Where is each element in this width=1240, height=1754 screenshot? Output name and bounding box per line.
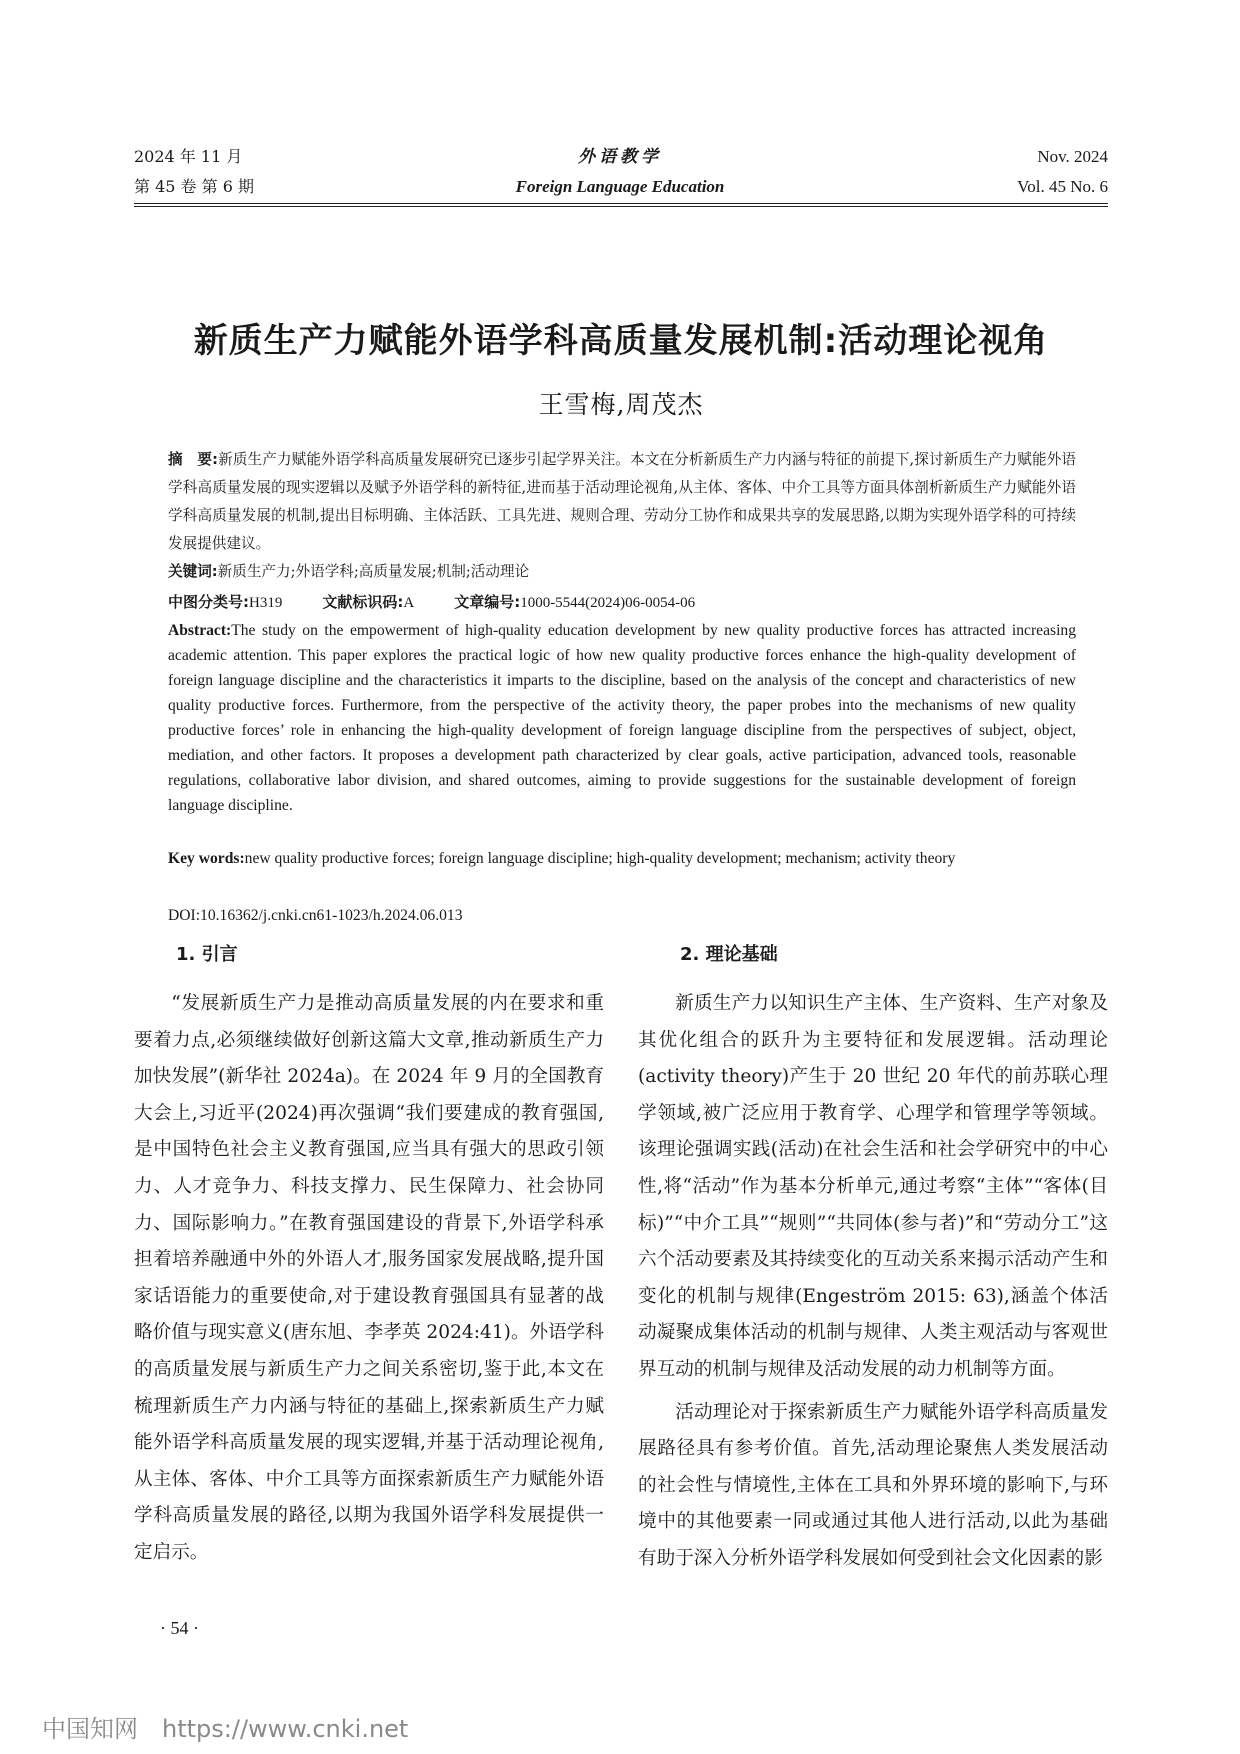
section-2-heading: 2. 理论基础 [680, 944, 778, 965]
header-rule-bottom [134, 206, 1108, 207]
header-issue-en: Vol. 45 No. 6 [1017, 177, 1108, 196]
header-rule-top [134, 203, 1108, 204]
journal-title-en: Foreign Language Education [515, 177, 725, 196]
watermark-url: https://www.cnki.net [162, 1715, 409, 1743]
article-number-label: 文章编号: [454, 593, 521, 611]
section-1-heading: 1. 引言 [176, 944, 238, 965]
doc-code-value: A [403, 595, 415, 611]
abstract-en-label: Abstract: [168, 622, 232, 639]
section-2-paragraph: 活动理论对于探索新质生产力赋能外语学科高质量发展路径具有参考价值。首先,活动理论聚焦人类发展活动的社会性与情境性,主体在工具和外界环境的影响下,与环境中的其他要素一同或通过其他人进行活动,以此为基础有助于深入分析外语学科发展如何受到社会文化因素的影 [638, 1401, 1108, 1569]
article-number-value: 1000-5544(2024)06-0054-06 [520, 595, 696, 611]
keywords-en [168, 846, 1076, 871]
watermark-name: 中国知网 [42, 1715, 138, 1743]
cnki-watermark [42, 1709, 408, 1744]
clc-label: 中图分类号: [168, 593, 249, 611]
keywords-en-label: Key words: [168, 850, 245, 867]
keywords-cn-text: 新质生产力;外语学科;高质量发展;机制;活动理论 [217, 563, 530, 580]
doc-code-label: 文献标识码: [322, 593, 404, 611]
header-date-en: Nov. 2024 [1037, 147, 1108, 166]
doi: DOI:10.16362/j.cnki.cn61-1023/h.2024.06.013 [168, 907, 463, 924]
header-issue-cn: 第 45 卷 第 6 期 [134, 177, 254, 196]
abstract-cn-text: 新质生产力赋能外语学科高质量发展研究已逐步引起学界关注。本文在分析新质生产力内涵与特征的前提下,探讨新质生产力赋能外语学科高质量发展的现实逻辑以及赋予外语学科的新特征,进而基于活动理论视角,从主体、客体、中介工具等方面具体剖析新质生产力赋能外语学科高质量发展的机制,提出目标明确、主体活跃、工具先进、规则合理、劳动分工协作和成果共享的发展思路,以期为实现外语学科的可持续发展提供建议。 [168, 451, 1076, 552]
abstract-en-text: The study on the empowerment of high-quality education development by new quality productive forces has attracted increasing academic attention. This paper explores the practical logic of how new quality productive forces enhance the high-quality development of foreign language discipline and the characteristics it imparts to the discipline, based on the analysis of the concept and characteristics of new quality productive forces. Furthermore, from the perspective of the activity theory, the paper probes into the mechanisms of new quality productive forces’ role in enhancing the high-quality development of foreign language discipline from the perspectives of subject, object, mediation, and other factors. It proposes a development path characterized by clear goals, active participation, advanced tools, reasonable regulations, collaborative labor division, and shared outcomes, aiming to provide suggestions for the sustainable development of foreign language discipline. [168, 622, 1076, 814]
abstract-cn [168, 446, 1076, 586]
section-1-body [134, 986, 604, 1572]
page-number: · 54 · [160, 1618, 199, 1638]
section-1-paragraph: “发展新质生产力是推动高质量发展的内在要求和重要着力点,必须继续做好创新这篇大文章,推动新质生产力加快发展”(新华社 2024a)。在 2024 年 9 月的全国教育大会上,习近平(2024)再次强调“我们要建成的教育强国,是中国特色社会主义教育强国,应当具有强大的思政引领力、人才竞争力、科技支撑力、民生保障力、社会协同力、国际影响力。”在教育强国建设的背景下,外语学科承担着培养融通中外的外语人才,服务国家发展战略,提升国家话语能力的重要使命,对于建设教育强国具有显著的战略价值与现实意义(唐东旭、李孝英 2024:41)。外语学科的高质量发展与新质生产力之间关系密切,鉴于此,本文在梳理新质生产力内涵与特征的基础上,探索新质生产力赋能外语学科高质量发展的现实逻辑,并基于活动理论视角,从主体、客体、中介工具等方面探索新质生产力赋能外语学科高质量发展的路径,以期为我国外语学科发展提供一定启示。 [134, 993, 604, 1563]
clc-value: H319 [249, 595, 283, 611]
section-2-body [638, 986, 1108, 1578]
article-title: 新质生产力赋能外语学科高质量发展机制:活动理论视角 [193, 321, 1049, 361]
header-date-cn: 2024 年 11 月 [134, 147, 243, 166]
abstract-cn-label: 摘 要: [168, 451, 218, 468]
section-2-paragraph: 新质生产力以知识生产主体、生产资料、生产对象及其优化组合的跃升为主要特征和发展逻辑。活动理论(activity theory)产生于 20 世纪 20 年代的前苏联心理学领域,被广泛应用于教育学、心理学和管理学等领域。该理论强调实践(活动)在社会生活和社会学研究中的中心性,将“活动”作为基本分析单元,通过考察“主体”“客体(目标)”“中介工具”“规则”“共同体(参与者)”和“劳动分工”这六个活动要素及其持续变化的互动关系来揭示活动产生和变化的机制与规律(Engeström 2015: 63),涵盖个体活动凝聚成集体活动的机制与规律、人类主观活动与客观世界互动的机制与规律及活动发展的动力机制等方面。 [638, 993, 1108, 1380]
keywords-en-text: new quality productive forces; foreign language discipline; high-quality development; mechanism; activity theory [244, 850, 956, 867]
classification-line [168, 590, 1076, 615]
abstract-en [168, 618, 1076, 818]
article-authors: 王雪梅,周茂杰 [538, 390, 704, 419]
keywords-cn-label: 关键词: [168, 563, 218, 580]
journal-title-cn: 外语教学 [578, 147, 662, 167]
